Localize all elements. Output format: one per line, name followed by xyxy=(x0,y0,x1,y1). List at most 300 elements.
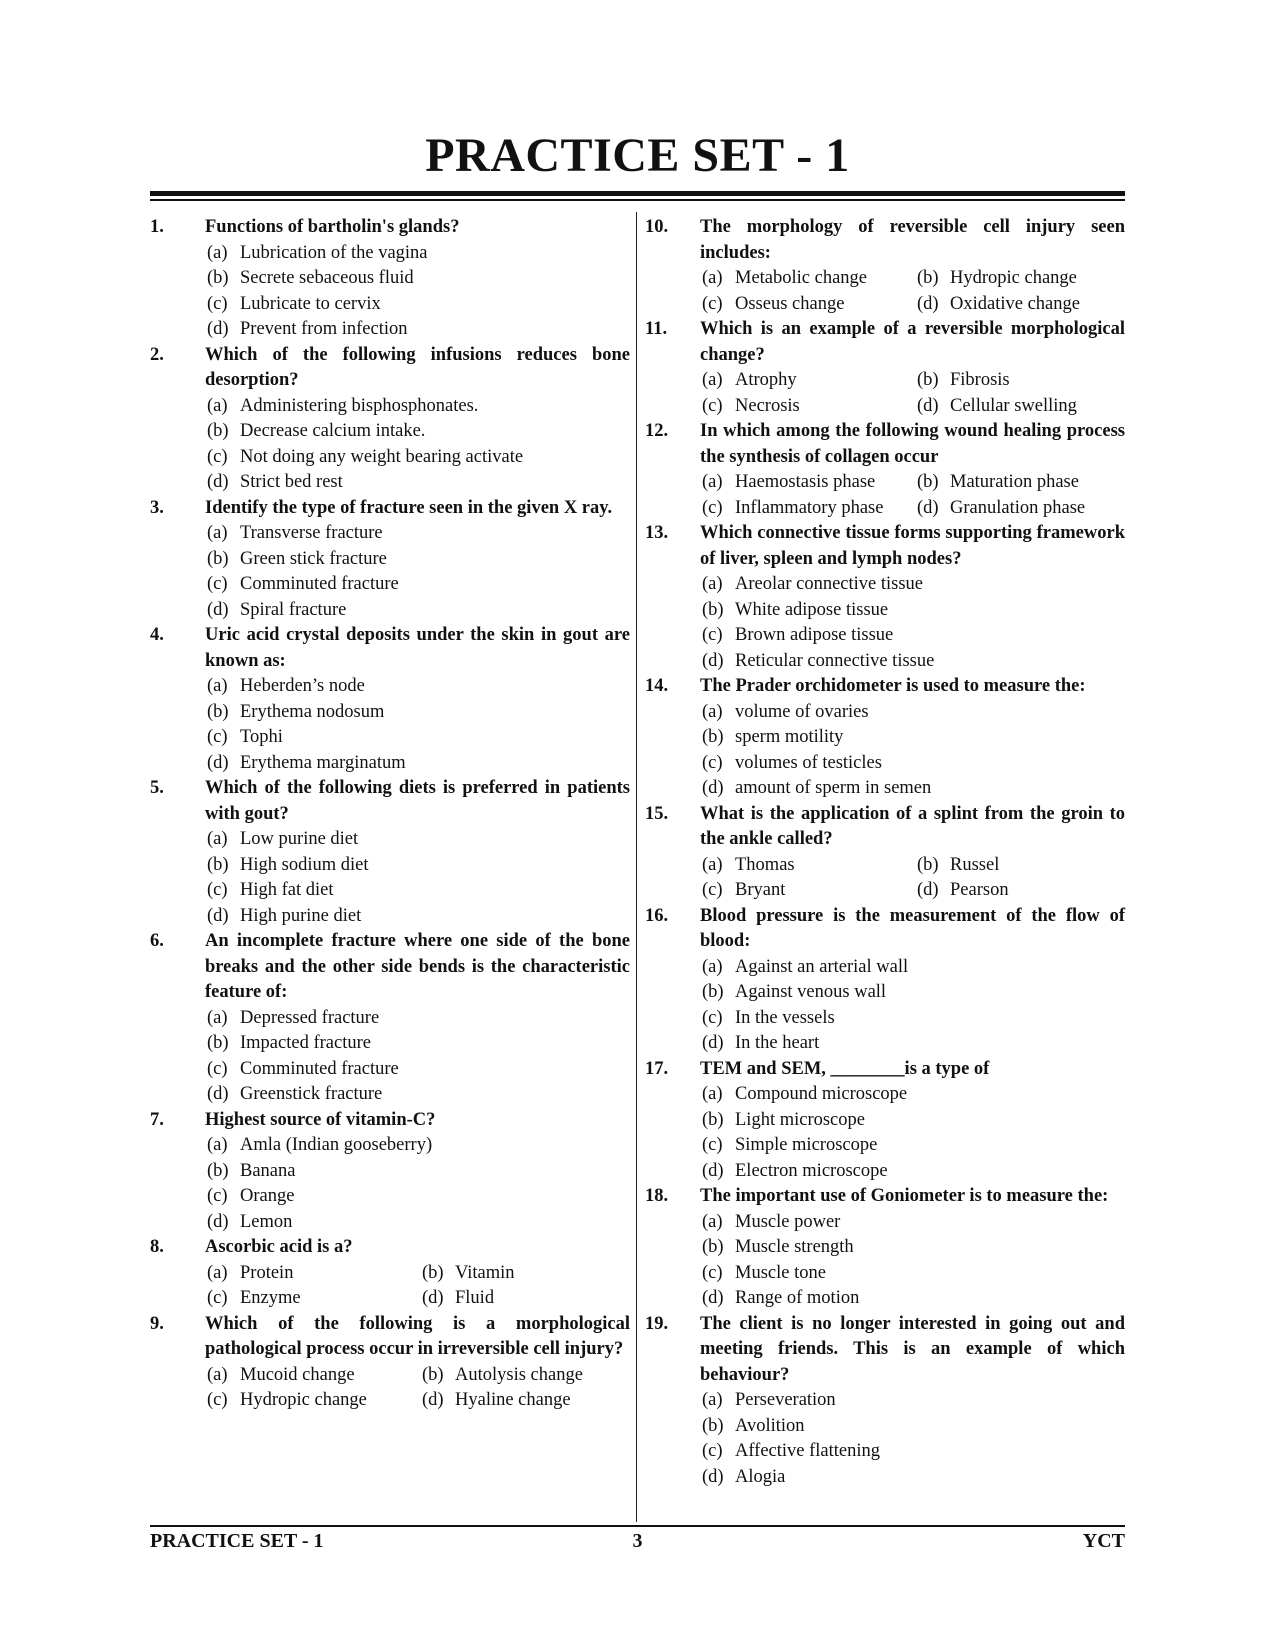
question-text: What is the application of a splint from the groin to the ankle called? xyxy=(700,803,1125,849)
option-label: (b) xyxy=(702,599,724,620)
option-label: (a) xyxy=(702,956,723,977)
question-text: Functions of bartholin's glands? xyxy=(205,217,460,237)
question-block xyxy=(150,343,630,496)
answer-option xyxy=(207,419,630,445)
option-label: (a) xyxy=(702,268,723,288)
question-text: The morphology of reversible cell injury seen includes: xyxy=(700,217,1125,263)
question-row xyxy=(150,496,630,522)
answer-option xyxy=(702,1082,1125,1108)
left-column xyxy=(150,215,630,1414)
option-label: (d) xyxy=(917,293,939,314)
answer-option xyxy=(702,292,917,318)
option-text: Depressed fracture xyxy=(240,1007,380,1028)
option-text: Transverse fracture xyxy=(240,523,383,543)
option-label: (d) xyxy=(207,472,229,492)
answer-option xyxy=(917,266,1125,292)
option-list xyxy=(150,1363,630,1414)
option-text: Hyaline change xyxy=(455,1390,571,1410)
option-text: Muscle strength xyxy=(735,1237,854,1257)
option-text: Not doing any weight bearing activate xyxy=(240,446,524,467)
question-block xyxy=(150,1312,630,1414)
answer-option xyxy=(207,1286,422,1312)
option-label: (c) xyxy=(702,625,723,645)
option-label: (b) xyxy=(422,1364,444,1385)
option-text: Oxidative change xyxy=(950,293,1080,314)
answer-option xyxy=(207,878,630,904)
option-label: (a) xyxy=(207,523,228,543)
option-label: (d) xyxy=(422,1390,444,1410)
right-column xyxy=(645,215,1125,1490)
answer-option xyxy=(207,445,630,471)
question-number: 4. xyxy=(150,625,164,645)
option-text: Affective flattening xyxy=(735,1441,881,1461)
title-rule-thin xyxy=(150,199,1125,201)
option-label: (a) xyxy=(207,829,228,849)
option-list xyxy=(645,1388,1125,1490)
question-text: An incomplete fracture where one side of the bone breaks and the other side bends is the characteristic feature of: xyxy=(205,931,630,1002)
answer-option xyxy=(207,853,630,879)
question-number: 12. xyxy=(645,421,669,441)
option-label: (c) xyxy=(207,1390,228,1410)
answer-option xyxy=(207,725,630,751)
answer-option xyxy=(702,1388,1125,1414)
option-label: (b) xyxy=(702,1109,724,1130)
option-text: Granulation phase xyxy=(950,497,1086,518)
option-label: (d) xyxy=(207,1211,229,1232)
answer-option xyxy=(207,1210,630,1236)
option-label: (b) xyxy=(702,727,724,747)
question-row xyxy=(645,215,1125,266)
question-row xyxy=(645,419,1125,470)
answer-option xyxy=(917,292,1125,318)
option-label: (a) xyxy=(702,854,723,875)
answer-option xyxy=(702,598,1125,624)
option-text: Banana xyxy=(240,1160,296,1181)
column-divider xyxy=(636,212,637,1522)
question-block xyxy=(645,1184,1125,1312)
option-list xyxy=(150,1261,630,1312)
question-text: Uric acid crystal deposits under the skin in gout are known as: xyxy=(205,625,630,671)
option-text: Simple microscope xyxy=(735,1135,878,1155)
answer-option xyxy=(207,904,630,930)
answer-option xyxy=(207,266,630,292)
question-text: Which of the following diets is preferred in patients with gout? xyxy=(205,778,630,824)
question-text: Highest source of vitamin-C? xyxy=(205,1109,436,1130)
question-block xyxy=(645,802,1125,904)
question-block xyxy=(645,1057,1125,1185)
option-list xyxy=(150,674,630,776)
option-label: (c) xyxy=(207,574,228,594)
option-label: (c) xyxy=(702,1441,723,1461)
question-number: 19. xyxy=(645,1313,669,1334)
answer-option xyxy=(917,878,1125,904)
option-list xyxy=(645,266,1125,317)
option-text: Mucoid change xyxy=(240,1364,355,1385)
option-label: (d) xyxy=(702,1160,724,1181)
answer-option xyxy=(422,1286,630,1312)
page-title: PRACTICE SET - 1 xyxy=(425,129,850,182)
answer-option xyxy=(702,1439,1125,1465)
answer-option xyxy=(702,266,917,292)
option-label: (b) xyxy=(917,854,939,875)
option-text: In the heart xyxy=(735,1033,820,1053)
option-text: Greenstick fracture xyxy=(240,1084,383,1104)
option-label: (d) xyxy=(207,599,229,620)
answer-option xyxy=(917,470,1125,496)
answer-option xyxy=(207,547,630,573)
answer-option xyxy=(917,368,1125,394)
option-label: (a) xyxy=(207,1007,228,1028)
option-text: Electron microscope xyxy=(735,1160,888,1181)
option-text: Russel xyxy=(950,854,1000,875)
option-text: Cellular swelling xyxy=(950,395,1077,416)
option-text: Hydropic change xyxy=(240,1390,367,1410)
page-number: 3 xyxy=(632,1530,643,1552)
answer-option xyxy=(207,394,630,420)
answer-option xyxy=(702,1108,1125,1134)
option-list xyxy=(645,572,1125,674)
question-row xyxy=(645,1312,1125,1389)
option-label: (b) xyxy=(917,268,939,288)
option-text: Vitamin xyxy=(455,1262,515,1283)
option-list xyxy=(150,521,630,623)
answer-option xyxy=(422,1363,630,1389)
option-list xyxy=(150,827,630,929)
option-text: volume of ovaries xyxy=(735,701,869,722)
answer-option xyxy=(207,751,630,777)
footer-left: PRACTICE SET - 1 xyxy=(150,1530,324,1552)
option-text: volumes of testicles xyxy=(735,752,882,773)
option-text: Impacted fracture xyxy=(240,1033,371,1053)
question-block xyxy=(645,419,1125,521)
option-text: Protein xyxy=(240,1262,294,1283)
option-text: Osseus change xyxy=(735,293,845,314)
option-label: (d) xyxy=(207,1084,229,1104)
question-block xyxy=(645,317,1125,419)
answer-option xyxy=(207,1057,630,1083)
option-label: (a) xyxy=(702,1390,723,1410)
option-label: (a) xyxy=(207,1262,228,1283)
question-text: Which connective tissue forms supporting framework of liver, spleen and lymph nodes? xyxy=(700,523,1125,569)
question-row xyxy=(645,904,1125,955)
option-label: (d) xyxy=(702,650,724,671)
option-label: (d) xyxy=(702,1466,724,1487)
option-label: (b) xyxy=(702,982,724,1002)
option-text: Thomas xyxy=(735,854,795,875)
option-text: Lubrication of the vagina xyxy=(240,242,428,263)
option-list xyxy=(645,368,1125,419)
question-text: Blood pressure is the measurement of the flow of blood: xyxy=(700,905,1125,951)
answer-option xyxy=(702,1235,1125,1261)
answer-option xyxy=(207,1363,422,1389)
question-block xyxy=(645,1312,1125,1491)
option-label: (c) xyxy=(702,880,723,900)
option-label: (b) xyxy=(702,1415,724,1436)
option-label: (a) xyxy=(207,676,228,696)
option-text: Amla (Indian gooseberry) xyxy=(240,1135,433,1155)
question-row xyxy=(150,1108,630,1134)
option-text: Light microscope xyxy=(735,1109,865,1130)
option-label: (d) xyxy=(207,319,229,339)
question-row xyxy=(150,776,630,827)
option-text: Pearson xyxy=(950,880,1009,900)
option-text: Decrease calcium intake. xyxy=(240,421,426,441)
answer-option xyxy=(702,649,1125,675)
question-number: 3. xyxy=(150,497,164,518)
option-list xyxy=(645,853,1125,904)
option-list xyxy=(645,1210,1125,1312)
option-label: (c) xyxy=(702,752,723,773)
answer-option xyxy=(702,878,917,904)
answer-option xyxy=(207,241,630,267)
answer-option xyxy=(702,1006,1125,1032)
option-text: Low purine diet xyxy=(240,829,359,849)
question-block xyxy=(150,929,630,1108)
question-number: 7. xyxy=(150,1109,164,1130)
answer-option xyxy=(207,598,630,624)
option-text: Fluid xyxy=(455,1288,495,1308)
question-text: The client is no longer interested in going out and meeting friends. This is an example of which behaviour? xyxy=(700,1313,1125,1385)
option-label: (b) xyxy=(917,472,939,492)
option-text: Hydropic change xyxy=(950,268,1077,288)
question-block xyxy=(645,674,1125,802)
option-text: High sodium diet xyxy=(240,854,369,875)
question-row xyxy=(645,1184,1125,1210)
option-label: (a) xyxy=(702,472,723,492)
option-list xyxy=(645,1082,1125,1184)
question-row xyxy=(645,521,1125,572)
option-label: (a) xyxy=(207,242,228,263)
answer-option xyxy=(917,853,1125,879)
question-row xyxy=(150,929,630,1006)
option-text: In the vessels xyxy=(735,1007,835,1028)
question-number: 1. xyxy=(150,217,164,237)
answer-option xyxy=(422,1261,630,1287)
option-text: Brown adipose tissue xyxy=(735,625,894,645)
question-block xyxy=(150,215,630,343)
question-number: 10. xyxy=(645,217,669,237)
option-list xyxy=(150,241,630,343)
question-number: 6. xyxy=(150,931,164,951)
option-label: (a) xyxy=(702,1084,723,1104)
question-block xyxy=(150,623,630,776)
option-label: (c) xyxy=(207,1186,228,1206)
option-label: (a) xyxy=(702,1211,723,1232)
question-text: Identify the type of fracture seen in the given X ray. xyxy=(205,497,613,518)
option-text: Muscle tone xyxy=(735,1262,826,1283)
option-text: sperm motility xyxy=(735,727,844,747)
answer-option xyxy=(207,1261,422,1287)
answer-option xyxy=(702,470,917,496)
answer-option xyxy=(702,955,1125,981)
answer-option xyxy=(207,1006,630,1032)
option-text: Atrophy xyxy=(735,370,797,390)
option-text: Orange xyxy=(240,1186,295,1206)
option-label: (a) xyxy=(207,395,228,416)
option-text: High fat diet xyxy=(240,880,334,900)
question-number: 2. xyxy=(150,344,164,365)
option-label: (c) xyxy=(207,1058,228,1079)
answer-option xyxy=(702,853,917,879)
option-label: (c) xyxy=(207,446,228,467)
option-text: Against venous wall xyxy=(735,982,887,1002)
question-text: Which of the following is a morphological pathological process occur in irreversible cell injury? xyxy=(205,1313,630,1359)
option-label: (a) xyxy=(702,701,723,722)
option-text: Autolysis change xyxy=(455,1364,583,1385)
question-row xyxy=(150,1312,630,1363)
option-text: Strict bed rest xyxy=(240,472,343,492)
option-text: Range of motion xyxy=(735,1288,860,1308)
answer-option xyxy=(207,470,630,496)
option-label: (b) xyxy=(207,1160,229,1181)
option-text: Haemostasis phase xyxy=(735,472,876,492)
option-text: Erythema nodosum xyxy=(240,701,385,722)
option-text: Secrete sebaceous fluid xyxy=(240,268,414,288)
option-text: Areolar connective tissue xyxy=(735,574,924,594)
option-text: Against an arterial wall xyxy=(735,956,909,977)
question-text: The Prader orchidometer is used to measure the: xyxy=(700,676,1086,696)
answer-option xyxy=(207,1082,630,1108)
option-list xyxy=(645,955,1125,1057)
option-label: (d) xyxy=(917,497,939,518)
question-number: 11. xyxy=(645,319,668,339)
option-label: (b) xyxy=(207,548,229,569)
answer-option xyxy=(207,521,630,547)
question-number: 15. xyxy=(645,803,669,824)
option-text: amount of sperm in semen xyxy=(735,778,932,798)
answer-option xyxy=(917,496,1125,522)
option-text: Enzyme xyxy=(240,1288,301,1308)
option-label: (d) xyxy=(207,752,229,773)
option-text: Alogia xyxy=(735,1466,786,1487)
answer-option xyxy=(207,1184,630,1210)
question-text: TEM and SEM, ________is a type of xyxy=(700,1058,990,1079)
question-number: 14. xyxy=(645,676,669,696)
option-label: (d) xyxy=(422,1288,444,1308)
option-list xyxy=(645,700,1125,802)
answer-option xyxy=(702,368,917,394)
option-text: Comminuted fracture xyxy=(240,1058,399,1079)
option-text: Metabolic change xyxy=(735,268,868,288)
option-text: Tophi xyxy=(240,727,283,747)
option-text: Lubricate to cervix xyxy=(240,293,381,314)
option-list xyxy=(150,394,630,496)
option-text: Necrosis xyxy=(735,395,800,416)
answer-option xyxy=(207,700,630,726)
option-label: (c) xyxy=(702,1262,723,1283)
option-label: (a) xyxy=(702,370,723,390)
question-number: 16. xyxy=(645,905,669,926)
question-number: 5. xyxy=(150,778,164,798)
option-label: (b) xyxy=(207,421,229,441)
option-text: Fibrosis xyxy=(950,370,1010,390)
option-text: High purine diet xyxy=(240,905,362,926)
option-label: (d) xyxy=(702,778,724,798)
option-label: (d) xyxy=(702,1288,724,1308)
question-row xyxy=(150,343,630,394)
option-list xyxy=(150,1133,630,1235)
option-text: Inflammatory phase xyxy=(735,497,884,518)
question-block xyxy=(645,521,1125,674)
question-block xyxy=(150,776,630,929)
question-row xyxy=(645,674,1125,700)
question-row xyxy=(645,317,1125,368)
answer-option xyxy=(702,980,1125,1006)
question-row xyxy=(645,802,1125,853)
question-text: Ascorbic acid is a? xyxy=(205,1237,353,1257)
option-label: (c) xyxy=(207,727,228,747)
option-label: (a) xyxy=(702,574,723,594)
question-row xyxy=(645,1057,1125,1083)
answer-option xyxy=(422,1388,630,1414)
option-label: (d) xyxy=(702,1033,724,1053)
option-text: Avolition xyxy=(735,1415,805,1436)
option-label: (d) xyxy=(207,905,229,926)
option-label: (c) xyxy=(702,293,723,314)
question-block xyxy=(150,1108,630,1236)
question-number: 17. xyxy=(645,1058,669,1079)
option-label: (c) xyxy=(702,497,723,518)
option-label: (b) xyxy=(917,370,939,390)
answer-option xyxy=(702,1465,1125,1491)
answer-option xyxy=(702,776,1125,802)
answer-option xyxy=(702,1414,1125,1440)
option-label: (a) xyxy=(207,1135,228,1155)
answer-option xyxy=(702,1159,1125,1185)
option-label: (c) xyxy=(207,880,228,900)
option-text: Muscle power xyxy=(735,1211,841,1232)
option-text: Erythema marginatum xyxy=(240,752,406,773)
option-label: (c) xyxy=(702,1135,723,1155)
option-label: (c) xyxy=(702,395,723,416)
option-label: (b) xyxy=(422,1262,444,1283)
option-list xyxy=(150,1006,630,1108)
answer-option xyxy=(702,1133,1125,1159)
question-row xyxy=(150,623,630,674)
answer-option xyxy=(207,1159,630,1185)
answer-option xyxy=(702,1286,1125,1312)
question-number: 13. xyxy=(645,523,669,543)
question-text: Which is an example of a reversible morphological change? xyxy=(700,319,1125,365)
question-block xyxy=(150,1235,630,1312)
answer-option xyxy=(207,292,630,318)
option-label: (b) xyxy=(207,854,229,875)
option-text: Compound microscope xyxy=(735,1084,908,1104)
option-label: (a) xyxy=(207,1364,228,1385)
option-text: Green stick fracture xyxy=(240,548,387,569)
footer-right: YCT xyxy=(1082,1530,1125,1552)
question-number: 8. xyxy=(150,1237,164,1257)
option-text: Spiral fracture xyxy=(240,599,347,620)
question-block xyxy=(150,496,630,624)
option-label: (b) xyxy=(207,701,229,722)
option-label: (b) xyxy=(207,268,229,288)
option-text: Reticular connective tissue xyxy=(735,650,935,671)
question-text: In which among the following wound healing process the synthesis of collagen occur xyxy=(700,421,1125,467)
answer-option xyxy=(702,623,1125,649)
answer-option xyxy=(702,725,1125,751)
question-block xyxy=(645,904,1125,1057)
question-text: The important use of Goniometer is to measure the: xyxy=(700,1186,1109,1206)
answer-option xyxy=(207,317,630,343)
option-label: (c) xyxy=(207,293,228,314)
option-label: (c) xyxy=(207,1288,228,1308)
answer-option xyxy=(917,394,1125,420)
option-text: White adipose tissue xyxy=(735,599,889,620)
option-text: Comminuted fracture xyxy=(240,574,399,594)
answer-option xyxy=(702,496,917,522)
option-label: (b) xyxy=(702,1237,724,1257)
